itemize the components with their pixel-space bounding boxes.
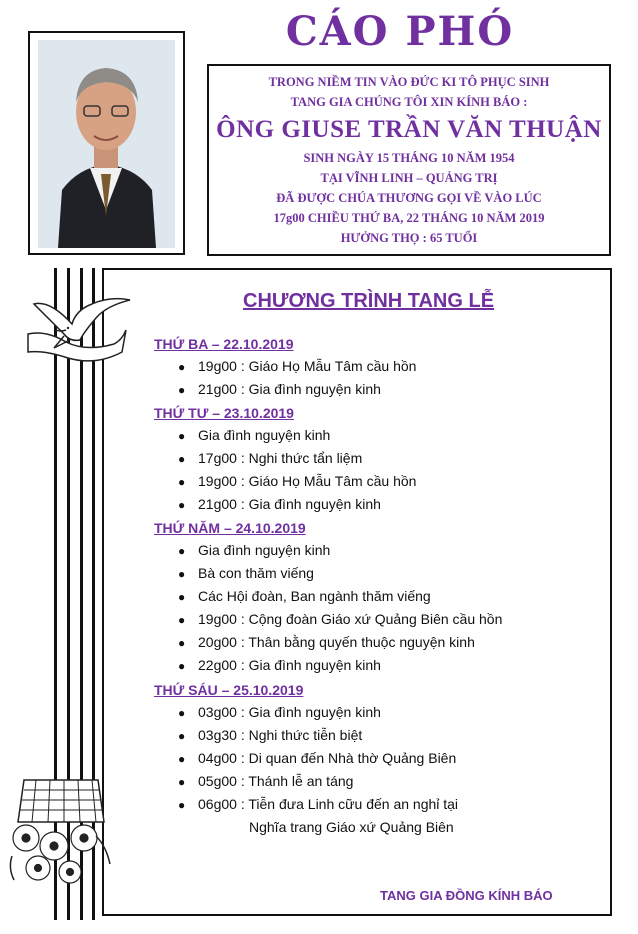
birth-place-line: TẠI VĨNH LINH – QUẢNG TRỊ	[320, 171, 498, 185]
list-item-continuation: Nghĩa trang Giáo xứ Quảng Biên	[249, 819, 454, 835]
day-heading: THỨ SÁU – 25.10.2019	[154, 682, 304, 698]
list-item	[178, 611, 502, 627]
called-home-line: ĐÃ ĐƯỢC CHÚA THƯƠNG GỌI VỀ VÀO LÚC	[276, 191, 542, 205]
bullet-icon: ●	[178, 636, 186, 650]
list-item	[178, 704, 381, 720]
list-item	[178, 727, 362, 743]
bullet-icon: ●	[178, 729, 186, 743]
list-item	[178, 381, 381, 397]
deceased-name: ÔNG GIUSE TRẦN VĂN THUẬN	[216, 116, 602, 143]
birth-date-line: SINH NGÀY 15 THÁNG 10 NĂM 1954	[303, 151, 515, 165]
portrait-photo	[38, 40, 175, 248]
list-item	[178, 588, 431, 604]
list-item	[178, 542, 330, 558]
closing-line: TANG GIA ĐỒNG KÍNH BÁO	[380, 888, 553, 903]
list-item-text: Các Hội đoàn, Ban ngành thăm viếng	[198, 588, 431, 604]
page-title: CÁO PHÓ	[285, 8, 515, 55]
day-heading: THỨ TƯ – 23.10.2019	[154, 405, 294, 421]
list-item	[178, 565, 314, 581]
list-item-text: 19g00 : Giáo Họ Mẫu Tâm cầu hồn	[198, 473, 417, 489]
list-item	[178, 358, 416, 374]
bullet-icon: ●	[178, 452, 186, 466]
day-heading: THỨ BA – 22.10.2019	[154, 336, 294, 352]
list-item	[178, 473, 416, 489]
age-line: HƯỞNG THỌ : 65 TUỔI	[340, 231, 478, 245]
bullet-icon: ●	[178, 567, 186, 581]
bullet-icon: ●	[178, 613, 186, 627]
bullet-icon: ●	[178, 659, 186, 673]
bullet-icon: ●	[178, 498, 186, 512]
list-item-text: 20g00 : Thân bằng quyến thuộc nguyện kinh	[198, 634, 475, 650]
dove-icon	[26, 290, 131, 370]
bullet-icon: ●	[178, 544, 186, 558]
list-item-text: 19g00 : Giáo Họ Mẫu Tâm cầu hồn	[198, 358, 417, 374]
list-item	[178, 634, 475, 650]
bullet-icon: ●	[178, 383, 186, 397]
bullet-icon: ●	[178, 798, 186, 812]
flower-basket-icon	[6, 776, 114, 891]
list-item-text: 03g30 : Nghi thức tiễn biệt	[198, 727, 363, 743]
faith-line: TRONG NIỀM TIN VÀO ĐỨC KI TÔ PHỤC SINH	[268, 75, 550, 89]
list-item-text: 03g00 : Gia đình nguyện kinh	[198, 704, 381, 720]
list-item-text: Bà con thăm viếng	[198, 565, 314, 581]
list-item-text: 17g00 : Nghi thức tẩn liệm	[198, 450, 363, 466]
list-item	[178, 657, 381, 673]
list-item-text: 21g00 : Gia đình nguyện kinh	[198, 496, 381, 512]
announce-line: TANG GIA CHÚNG TÔI XIN KÍNH BÁO :	[290, 95, 528, 109]
list-item-text: Gia đình nguyện kinh	[198, 542, 331, 558]
bullet-icon: ●	[178, 775, 186, 789]
list-item-text: 06g00 : Tiễn đưa Linh cữu đến an nghỉ tại	[198, 796, 459, 812]
bullet-icon: ●	[178, 590, 186, 604]
list-item-text: 05g00 : Thánh lễ an táng	[198, 773, 354, 789]
list-item	[178, 750, 456, 766]
announcement-box	[207, 64, 611, 256]
program-title: CHƯƠNG TRÌNH TANG LỄ	[243, 290, 495, 312]
list-item	[178, 796, 458, 812]
list-item-text: 21g00 : Gia đình nguyện kinh	[198, 381, 381, 397]
bullet-icon: ●	[178, 752, 186, 766]
bullet-icon: ●	[178, 429, 186, 443]
bullet-icon: ●	[178, 475, 186, 489]
list-item	[178, 773, 353, 789]
bullet-icon: ●	[178, 360, 186, 374]
bullet-icon: ●	[178, 706, 186, 720]
list-item	[178, 427, 330, 443]
list-item-text: 19g00 : Cộng đoàn Giáo xứ Quảng Biên cầu hồn	[198, 611, 503, 627]
death-time-line: 17g00 CHIỀU THỨ BA, 22 THÁNG 10 NĂM 2019	[273, 211, 545, 225]
list-item-text: Gia đình nguyện kinh	[198, 427, 331, 443]
day-heading: THỨ NĂM – 24.10.2019	[154, 520, 306, 536]
list-item-text: 04g00 : Di quan đến Nhà thờ Quảng Biên	[198, 750, 457, 766]
list-item-text: 22g00 : Gia đình nguyện kinh	[198, 657, 381, 673]
list-item	[178, 450, 362, 466]
list-item	[178, 496, 381, 512]
